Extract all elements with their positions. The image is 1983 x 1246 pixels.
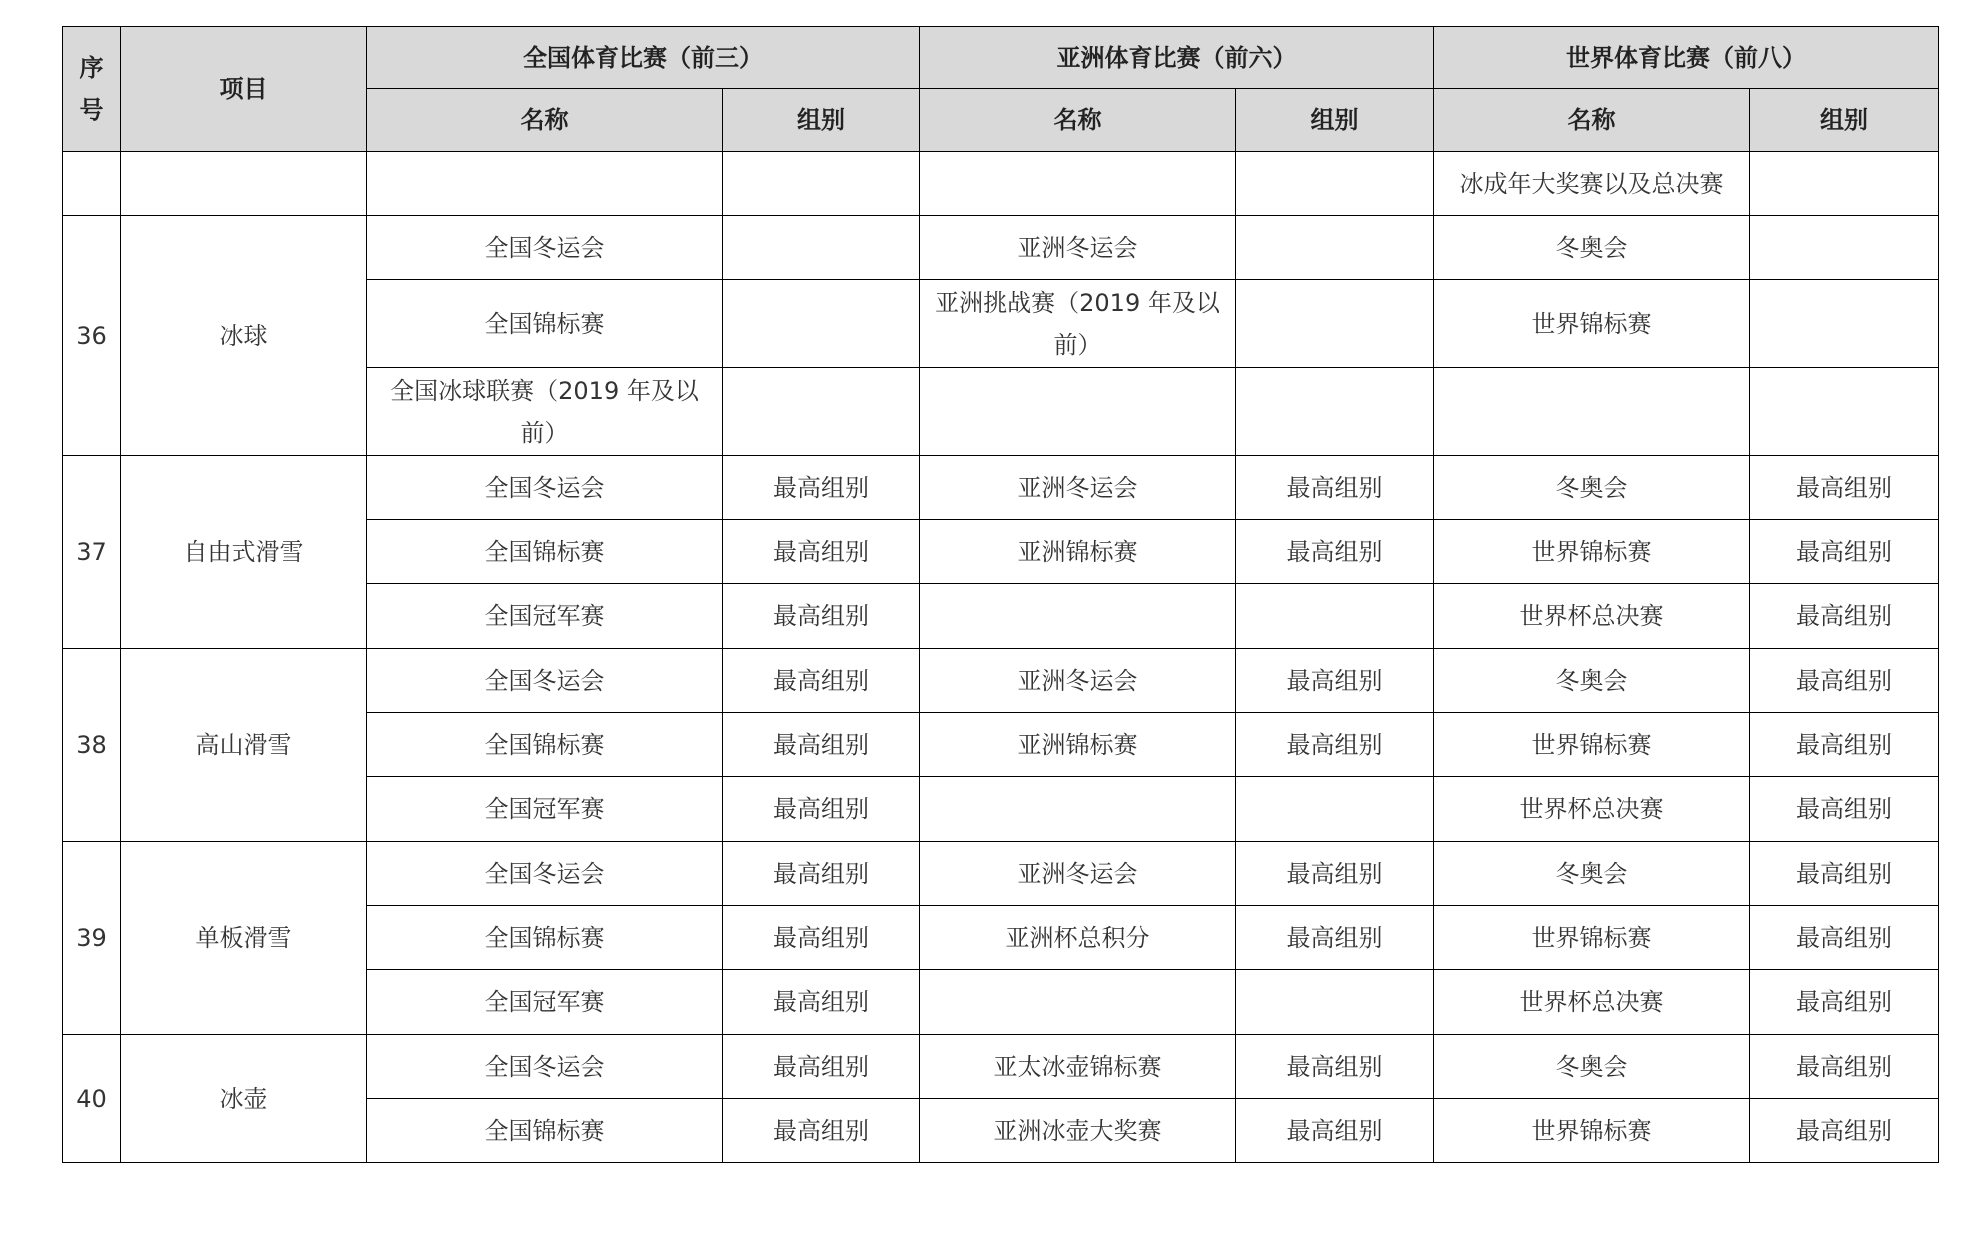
world-group-cell <box>1750 368 1939 456</box>
sports-competition-table <box>62 26 1939 1163</box>
table-row <box>63 842 1939 906</box>
national-name-cell: 全国锦标赛 <box>367 280 723 368</box>
world-group-cell: 最高组别 <box>1750 777 1939 842</box>
asian-group-cell <box>1236 777 1434 842</box>
header-national-name: 名称 <box>367 89 723 152</box>
national-group-cell: 最高组别 <box>723 520 920 584</box>
national-name-cell: 全国冠军赛 <box>367 970 723 1035</box>
world-group-cell: 最高组别 <box>1750 456 1939 520</box>
header-national-group: 组别 <box>723 89 920 152</box>
item-cell: 自由式滑雪 <box>121 456 367 649</box>
header-asian-name: 名称 <box>920 89 1236 152</box>
world-name-cell: 冬奥会 <box>1434 456 1750 520</box>
national-group-cell: 最高组别 <box>723 842 920 906</box>
asian-name-cell <box>920 584 1236 649</box>
national-group-cell <box>723 280 920 368</box>
header-world-name: 名称 <box>1434 89 1750 152</box>
world-name-cell: 冬奥会 <box>1434 1035 1750 1099</box>
national-name-cell: 全国冬运会 <box>367 649 723 713</box>
world-group-cell <box>1750 280 1939 368</box>
asian-group-cell: 最高组别 <box>1236 1099 1434 1163</box>
world-group-cell: 最高组别 <box>1750 970 1939 1035</box>
asian-name-cell: 亚洲冬运会 <box>920 456 1236 520</box>
header-world-group: 组别 <box>1750 89 1939 152</box>
header-national: 全国体育比赛（前三） <box>367 27 920 89</box>
world-group-cell: 最高组别 <box>1750 1035 1939 1099</box>
table-header <box>63 27 1939 152</box>
asian-name-cell: 亚洲冬运会 <box>920 842 1236 906</box>
national-name-cell: 全国冬运会 <box>367 1035 723 1099</box>
world-group-cell: 最高组别 <box>1750 584 1939 649</box>
world-group-cell: 最高组别 <box>1750 520 1939 584</box>
asian-group-cell: 最高组别 <box>1236 456 1434 520</box>
national-group-cell: 最高组别 <box>723 713 920 777</box>
world-name-cell: 世界杯总决赛 <box>1434 584 1750 649</box>
national-name-cell: 全国锦标赛 <box>367 906 723 970</box>
asian-name-cell: 亚洲锦标赛 <box>920 713 1236 777</box>
world-name-cell: 世界锦标赛 <box>1434 1099 1750 1163</box>
asian-group-cell <box>1236 368 1434 456</box>
national-group-cell: 最高组别 <box>723 1099 920 1163</box>
seq-cell <box>63 152 121 216</box>
header-world: 世界体育比赛（前八） <box>1434 27 1939 89</box>
world-name-cell: 世界锦标赛 <box>1434 713 1750 777</box>
header-asian-group: 组别 <box>1236 89 1434 152</box>
header-asian: 亚洲体育比赛（前六） <box>920 27 1434 89</box>
national-name-cell: 全国冰球联赛（2019 年及以前） <box>367 368 723 456</box>
world-group-cell: 最高组别 <box>1750 649 1939 713</box>
seq-cell: 37 <box>63 456 121 649</box>
item-cell: 冰球 <box>121 216 367 456</box>
world-name-cell: 世界锦标赛 <box>1434 520 1750 584</box>
asian-group-cell: 最高组别 <box>1236 649 1434 713</box>
asian-name-cell <box>920 970 1236 1035</box>
asian-group-cell: 最高组别 <box>1236 906 1434 970</box>
header-item: 项目 <box>121 27 367 152</box>
asian-group-cell <box>1236 152 1434 216</box>
national-group-cell <box>723 216 920 280</box>
asian-name-cell: 亚洲锦标赛 <box>920 520 1236 584</box>
asian-group-cell <box>1236 584 1434 649</box>
national-group-cell: 最高组别 <box>723 906 920 970</box>
world-group-cell: 最高组别 <box>1750 713 1939 777</box>
header-seq: 序号 <box>63 27 121 152</box>
world-name-cell <box>1434 368 1750 456</box>
table-row <box>63 1035 1939 1099</box>
national-group-cell: 最高组别 <box>723 584 920 649</box>
item-cell: 单板滑雪 <box>121 842 367 1035</box>
asian-name-cell: 亚洲杯总积分 <box>920 906 1236 970</box>
item-cell <box>121 152 367 216</box>
world-group-cell <box>1750 152 1939 216</box>
asian-name-cell: 亚洲冰壶大奖赛 <box>920 1099 1236 1163</box>
seq-cell: 36 <box>63 216 121 456</box>
national-group-cell <box>723 152 920 216</box>
world-name-cell: 冰成年大奖赛以及总决赛 <box>1434 152 1750 216</box>
asian-name-cell: 亚太冰壶锦标赛 <box>920 1035 1236 1099</box>
world-group-cell: 最高组别 <box>1750 1099 1939 1163</box>
national-group-cell: 最高组别 <box>723 777 920 842</box>
asian-name-cell <box>920 152 1236 216</box>
table-row <box>63 152 1939 216</box>
world-group-cell: 最高组别 <box>1750 842 1939 906</box>
national-name-cell: 全国冬运会 <box>367 842 723 906</box>
world-group-cell: 最高组别 <box>1750 906 1939 970</box>
world-name-cell: 世界锦标赛 <box>1434 280 1750 368</box>
national-name-cell: 全国冬运会 <box>367 456 723 520</box>
asian-name-cell <box>920 777 1236 842</box>
asian-name-cell: 亚洲冬运会 <box>920 649 1236 713</box>
asian-group-cell: 最高组别 <box>1236 842 1434 906</box>
world-name-cell: 冬奥会 <box>1434 216 1750 280</box>
asian-group-cell: 最高组别 <box>1236 1035 1434 1099</box>
world-name-cell: 世界杯总决赛 <box>1434 970 1750 1035</box>
national-group-cell: 最高组别 <box>723 1035 920 1099</box>
world-name-cell: 世界杯总决赛 <box>1434 777 1750 842</box>
national-group-cell: 最高组别 <box>723 456 920 520</box>
national-name-cell: 全国锦标赛 <box>367 1099 723 1163</box>
world-name-cell: 世界锦标赛 <box>1434 906 1750 970</box>
national-group-cell: 最高组别 <box>723 970 920 1035</box>
national-group-cell: 最高组别 <box>723 649 920 713</box>
asian-group-cell: 最高组别 <box>1236 713 1434 777</box>
table-row <box>63 649 1939 713</box>
asian-name-cell: 亚洲冬运会 <box>920 216 1236 280</box>
asian-group-cell <box>1236 216 1434 280</box>
national-group-cell <box>723 368 920 456</box>
seq-cell: 39 <box>63 842 121 1035</box>
seq-cell: 40 <box>63 1035 121 1163</box>
national-name-cell: 全国锦标赛 <box>367 520 723 584</box>
asian-group-cell <box>1236 970 1434 1035</box>
national-name-cell: 全国冠军赛 <box>367 777 723 842</box>
asian-group-cell <box>1236 280 1434 368</box>
national-name-cell: 全国锦标赛 <box>367 713 723 777</box>
item-cell: 高山滑雪 <box>121 649 367 842</box>
world-name-cell: 冬奥会 <box>1434 842 1750 906</box>
national-name-cell <box>367 152 723 216</box>
item-cell: 冰壶 <box>121 1035 367 1163</box>
asian-name-cell: 亚洲挑战赛（2019 年及以前） <box>920 280 1236 368</box>
national-name-cell: 全国冠军赛 <box>367 584 723 649</box>
world-group-cell <box>1750 216 1939 280</box>
seq-cell: 38 <box>63 649 121 842</box>
table-body <box>63 152 1939 1163</box>
world-name-cell: 冬奥会 <box>1434 649 1750 713</box>
asian-group-cell: 最高组别 <box>1236 520 1434 584</box>
asian-name-cell <box>920 368 1236 456</box>
national-name-cell: 全国冬运会 <box>367 216 723 280</box>
table-row <box>63 456 1939 520</box>
table-row <box>63 216 1939 280</box>
